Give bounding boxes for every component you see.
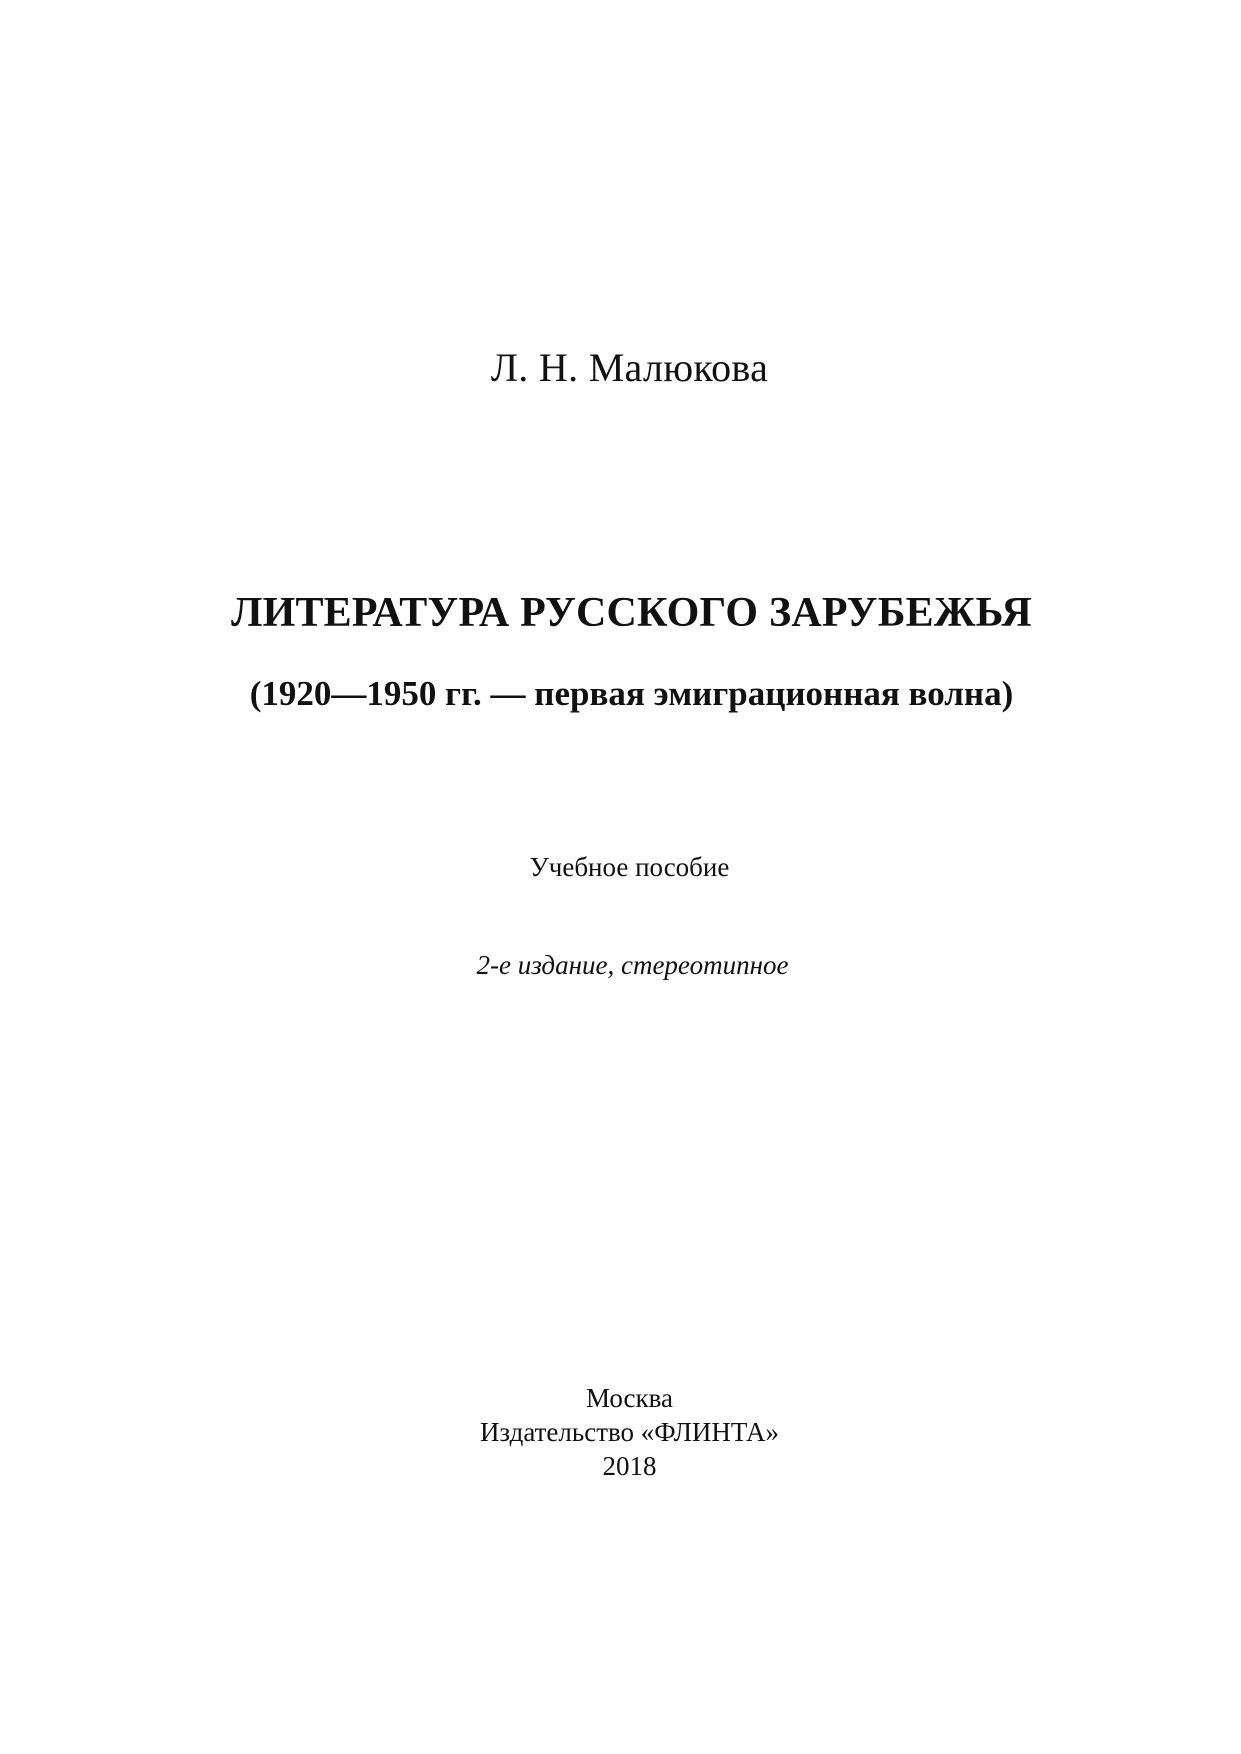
imprint-publisher: Издательство «ФЛИНТА»: [479, 1417, 780, 1447]
book-genre: Учебное пособие: [529, 852, 730, 882]
imprint-year: 2018: [602, 1451, 657, 1481]
book-subtitle: (1920—1950 гг. — первая эмиграционная волна): [249, 674, 1014, 713]
book-title: ЛИТЕРАТУРА РУССКОГО ЗАРУБЕЖЬЯ: [231, 590, 1032, 636]
edition-note: 2-е издание, стереотипное: [476, 950, 789, 980]
author-name: Л. Н. Малюкова: [490, 345, 769, 390]
imprint-block: [0, 1381, 1241, 1483]
imprint-city: Москва: [586, 1383, 673, 1413]
